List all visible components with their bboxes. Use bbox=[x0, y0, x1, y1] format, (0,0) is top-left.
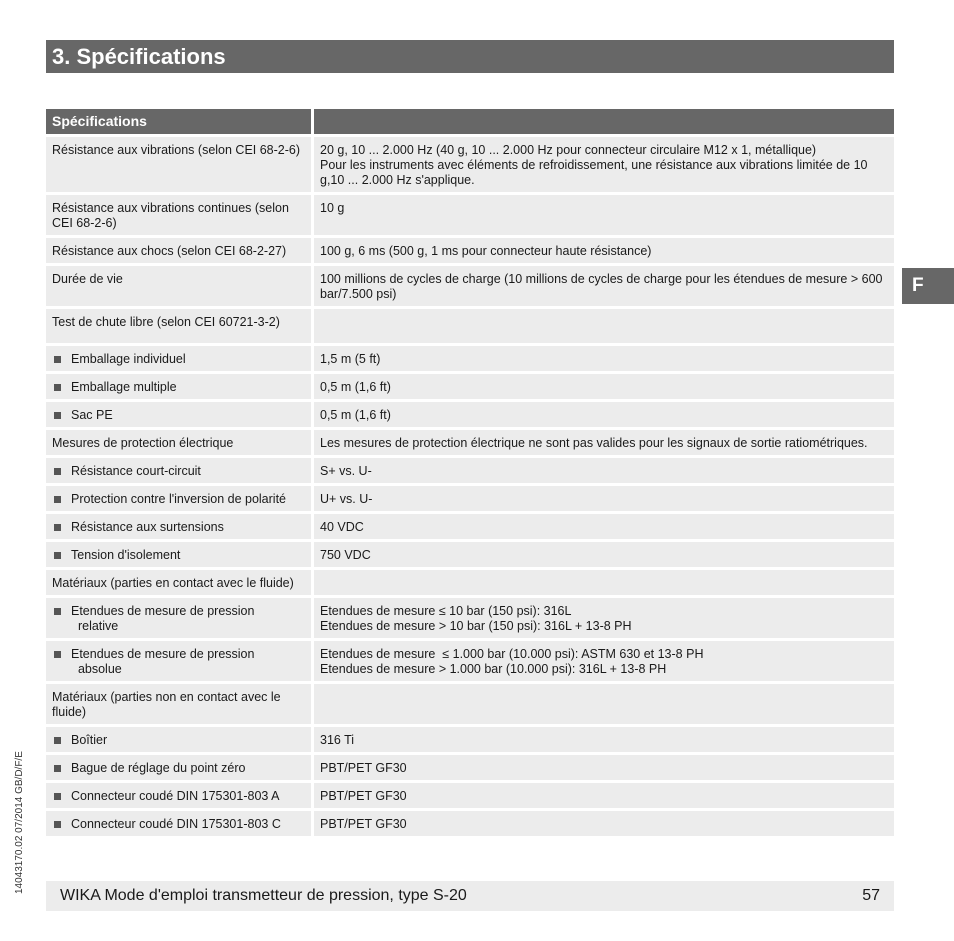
row-value: 10 g bbox=[311, 195, 894, 235]
language-tab: F bbox=[902, 268, 954, 304]
bullet-icon bbox=[54, 651, 61, 658]
row-label: Etendues de mesure de pression relative bbox=[71, 604, 255, 633]
row-label: Emballage multiple bbox=[71, 380, 177, 394]
row-value: 100 g, 6 ms (500 g, 1 ms pour connecteur haute résistance) bbox=[311, 238, 894, 263]
bullet-icon bbox=[54, 793, 61, 800]
row-value: 0,5 m (1,6 ft) bbox=[311, 402, 894, 427]
row-value: 750 VDC bbox=[311, 542, 894, 567]
table-header-row bbox=[46, 109, 894, 134]
table-row bbox=[46, 266, 894, 306]
table-header-label: Spécifications bbox=[46, 109, 311, 134]
bullet-icon bbox=[54, 737, 61, 744]
row-label: Connecteur coudé DIN 175301-803 A bbox=[71, 789, 280, 803]
bullet-icon bbox=[54, 356, 61, 363]
table-header-value bbox=[311, 109, 894, 134]
bullet-icon bbox=[54, 821, 61, 828]
row-value: 316 Ti bbox=[311, 727, 894, 752]
table-row bbox=[46, 570, 894, 595]
row-value: PBT/PET GF30 bbox=[311, 783, 894, 808]
row-label: Mesures de protection électrique bbox=[46, 430, 311, 455]
table-row bbox=[46, 755, 894, 780]
row-label: Résistance aux vibrations continues (selon CEI 68-2-6) bbox=[46, 195, 311, 235]
page-number: 57 bbox=[862, 887, 880, 904]
table-row bbox=[46, 684, 894, 724]
row-value: PBT/PET GF30 bbox=[311, 811, 894, 836]
table-row bbox=[46, 430, 894, 455]
table-row bbox=[46, 346, 894, 371]
row-label: Matériaux (parties en contact avec le fluide) bbox=[46, 570, 311, 595]
row-label: Boîtier bbox=[71, 733, 108, 747]
row-label: Etendues de mesure de pression absolue bbox=[71, 647, 255, 676]
bullet-icon bbox=[54, 468, 61, 475]
table-row bbox=[46, 402, 894, 427]
table-row bbox=[46, 309, 894, 343]
row-value: Etendues de mesure ≤ 1.000 bar (10.000 psi): ASTM 630 et 13-8 PH Etendues de mesure > 1.000 bar (10.000 psi): 316L + 13-8 PH bbox=[311, 641, 894, 681]
footer-text: WIKA Mode d'emploi transmetteur de pression, type S-20 bbox=[60, 887, 467, 904]
row-label: Résistance court-circuit bbox=[71, 464, 201, 478]
row-value bbox=[311, 570, 894, 595]
footer bbox=[46, 881, 894, 911]
section-title: 3. Spécifications bbox=[46, 40, 894, 73]
bullet-icon bbox=[54, 524, 61, 531]
table-row bbox=[46, 486, 894, 511]
row-label: Résistance aux vibrations (selon CEI 68-2-6) bbox=[46, 137, 311, 192]
bullet-icon bbox=[54, 552, 61, 559]
row-value bbox=[311, 309, 894, 343]
row-label: Connecteur coudé DIN 175301-803 C bbox=[71, 817, 281, 831]
table-row bbox=[46, 811, 894, 836]
document-code: 14043170.02 07/2014 GB/D/F/E bbox=[14, 751, 25, 894]
row-label: Résistance aux surtensions bbox=[71, 520, 224, 534]
table-row bbox=[46, 641, 894, 681]
row-label: Protection contre l'inversion de polarité bbox=[71, 492, 287, 506]
row-label: Matériaux (parties non en contact avec le fluide) bbox=[46, 684, 311, 724]
table-row bbox=[46, 727, 894, 752]
bullet-icon bbox=[54, 412, 61, 419]
row-value: 40 VDC bbox=[311, 514, 894, 539]
row-label: Emballage individuel bbox=[71, 352, 186, 366]
table-row bbox=[46, 374, 894, 399]
row-value: U+ vs. U- bbox=[311, 486, 894, 511]
row-value: Les mesures de protection électrique ne sont pas valides pour les signaux de sortie ratiométriques. bbox=[311, 430, 894, 455]
row-value: PBT/PET GF30 bbox=[311, 755, 894, 780]
bullet-icon bbox=[54, 496, 61, 503]
table-row bbox=[46, 783, 894, 808]
bullet-icon bbox=[54, 765, 61, 772]
row-value: S+ vs. U- bbox=[311, 458, 894, 483]
row-label: Sac PE bbox=[71, 408, 113, 422]
bullet-icon bbox=[54, 384, 61, 391]
row-value: 100 millions de cycles de charge (10 millions de cycles de charge pour les étendues de mesure > 600 bar/7.500 psi) bbox=[311, 266, 894, 306]
bullet-icon bbox=[54, 608, 61, 615]
row-value: Etendues de mesure ≤ 10 bar (150 psi): 316L Etendues de mesure > 10 bar (150 psi): 316L + 13-8 PH bbox=[311, 598, 894, 638]
row-label: Durée de vie bbox=[46, 266, 311, 306]
row-label: Test de chute libre (selon CEI 60721-3-2) bbox=[46, 309, 311, 343]
row-value: 0,5 m (1,6 ft) bbox=[311, 374, 894, 399]
table-row bbox=[46, 195, 894, 235]
row-label: Bague de réglage du point zéro bbox=[71, 761, 246, 775]
table-row bbox=[46, 598, 894, 638]
row-label: Résistance aux chocs (selon CEI 68-2-27) bbox=[46, 238, 311, 263]
table-row bbox=[46, 458, 894, 483]
row-label: Tension d'isolement bbox=[71, 548, 181, 562]
row-value: 20 g, 10 ... 2.000 Hz (40 g, 10 ... 2.000 Hz pour connecteur circulaire M12 x 1, métallique) Pour les instruments avec éléments de refroidissement, une résistance aux vibrations limitée de 10 g,10 ... 2.000 Hz s'applique. bbox=[311, 137, 894, 192]
table-row bbox=[46, 238, 894, 263]
table-row bbox=[46, 542, 894, 567]
row-value bbox=[311, 684, 894, 724]
table-row bbox=[46, 514, 894, 539]
table-row bbox=[46, 137, 894, 192]
row-value: 1,5 m (5 ft) bbox=[311, 346, 894, 371]
specifications-table bbox=[46, 106, 894, 839]
